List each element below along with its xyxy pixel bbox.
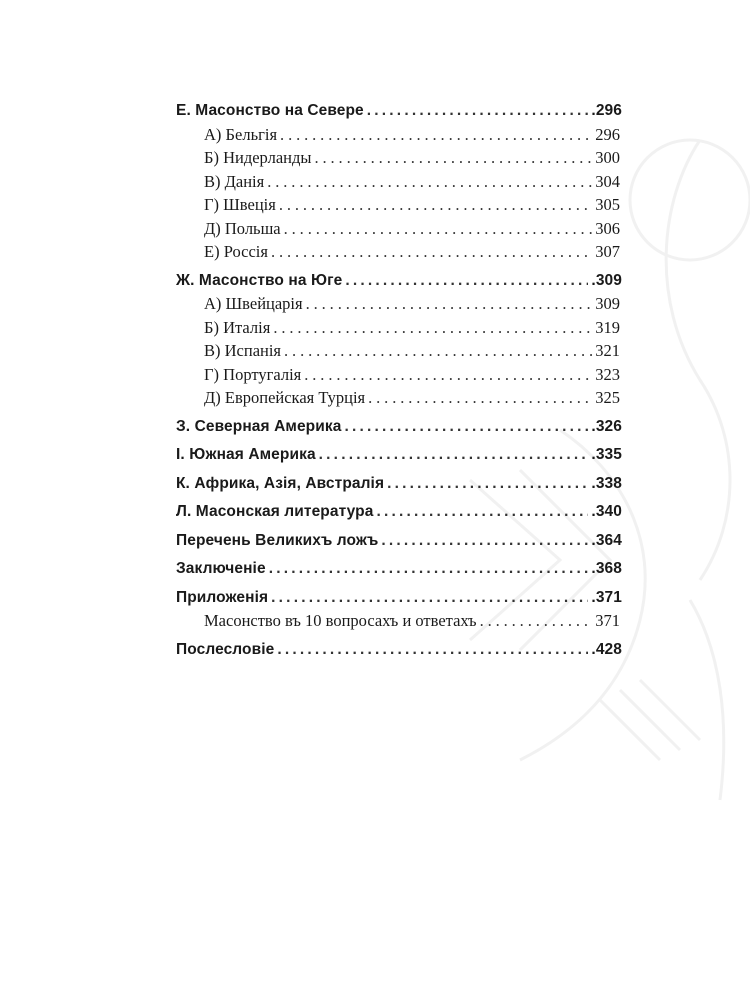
dot-leader [368,386,592,410]
dot-leader [376,500,588,524]
toc-entry-label: В) Данія [204,171,265,191]
toc-entry-page-number: .338 [591,474,622,492]
toc-entry-label: Л. Масонская литература [176,503,374,520]
toc-entry-page-number: 304 [595,171,620,191]
toc-entry-label: Ж. Масонство на Юге [176,271,343,289]
toc-entry-page-number: .340 [591,503,622,520]
toc-entry-page-number: .371 [591,588,622,606]
table-of-contents [176,99,622,661]
dot-leader [273,316,592,340]
dot-leader [279,193,592,217]
toc-entry-page-number: 319 [595,317,620,337]
toc-entry-page-number: 300 [595,148,620,167]
toc-entry-label: А) Швейцарія [204,294,303,313]
toc-subsection-entry [176,292,622,316]
toc-entry-label: Масонство въ 10 вопросахъ и ответахъ [204,611,477,630]
toc-section-entry [176,415,622,439]
toc-subsection-entry [176,386,622,410]
dot-leader [344,415,588,439]
toc-entry-page-number: 323 [595,364,620,384]
toc-entry-label: Г) Швеція [204,195,276,214]
toc-entry-label: Г) Португалія [204,364,302,384]
toc-subsection-entry [176,193,622,217]
toc-section-entry [176,529,622,553]
toc-entry-page-number: .296 [591,102,622,119]
toc-entry-page-number: 296 [595,124,620,144]
toc-entry-label: Заключеніе [176,560,266,577]
toc-entry-label: Д) Польша [204,218,281,238]
toc-section-entry [176,472,622,496]
dot-leader [271,586,588,610]
toc-section-entry [176,586,622,610]
toc-entry-page-number: .309 [591,271,622,289]
dot-leader [319,443,589,467]
toc-entry-page-number: 307 [595,242,620,261]
toc-entry-page-number: .428 [591,640,622,658]
toc-section-entry [176,638,622,662]
toc-entry-label: І. Южная Америка [176,446,316,463]
toc-entry-page-number: 325 [595,388,620,407]
toc-entry-page-number: .335 [591,446,622,463]
toc-entry-label: З. Северная Америка [176,417,342,435]
toc-subsection-entry [176,217,622,241]
toc-entry-label: Б) Нидерланды [204,148,312,167]
toc-entry-label: Е) Россія [204,242,268,261]
toc-subsection-entry [176,609,622,633]
toc-entry-label: Б) Италія [204,317,271,337]
dot-leader [267,170,592,194]
dot-leader [387,472,588,496]
toc-section-entry [176,443,622,467]
toc-entry-label: Е. Масонство на Севере [176,102,364,119]
toc-entry-page-number: 309 [595,294,620,313]
dot-leader [284,339,592,363]
toc-entry-page-number: 321 [595,341,620,360]
toc-section-entry [176,557,622,581]
dot-leader [367,99,589,123]
dot-leader [277,638,588,662]
toc-entry-page-number: 305 [595,195,620,214]
toc-entry-label: К. Африка, Азія, Австралія [176,474,385,492]
toc-entry-page-number: .326 [591,417,622,435]
toc-entry-page-number: .364 [591,531,622,549]
dot-leader [381,529,588,553]
toc-subsection-entry [176,170,622,194]
toc-entry-label: В) Испанія [204,341,282,360]
toc-entry-page-number: 371 [595,611,620,630]
toc-subsection-entry [176,316,622,340]
toc-subsection-entry [176,363,622,387]
dot-leader [304,363,592,387]
toc-subsection-entry [176,339,622,363]
toc-entry-label: Послесловіе [176,640,275,658]
toc-entry-label: Перечень Великихъ ложъ [176,531,379,549]
dot-leader [314,146,592,170]
toc-subsection-entry [176,123,622,147]
dot-leader [480,609,593,633]
dot-leader [280,123,592,147]
toc-entry-label: А) Бельгія [204,124,278,144]
toc-entry-label: Д) Европейская Турція [204,388,366,407]
dot-leader [345,269,588,293]
toc-entry-page-number: 306 [595,218,620,238]
dot-leader [284,217,593,241]
dot-leader [271,240,592,264]
toc-entry-page-number: .368 [591,560,622,577]
dot-leader [306,292,593,316]
toc-entry-label: Приложенія [176,588,269,606]
toc-section-entry [176,99,622,123]
toc-section-entry [176,269,622,293]
toc-subsection-entry [176,146,622,170]
toc-subsection-entry [176,240,622,264]
dot-leader [269,557,589,581]
toc-section-entry [176,500,622,524]
